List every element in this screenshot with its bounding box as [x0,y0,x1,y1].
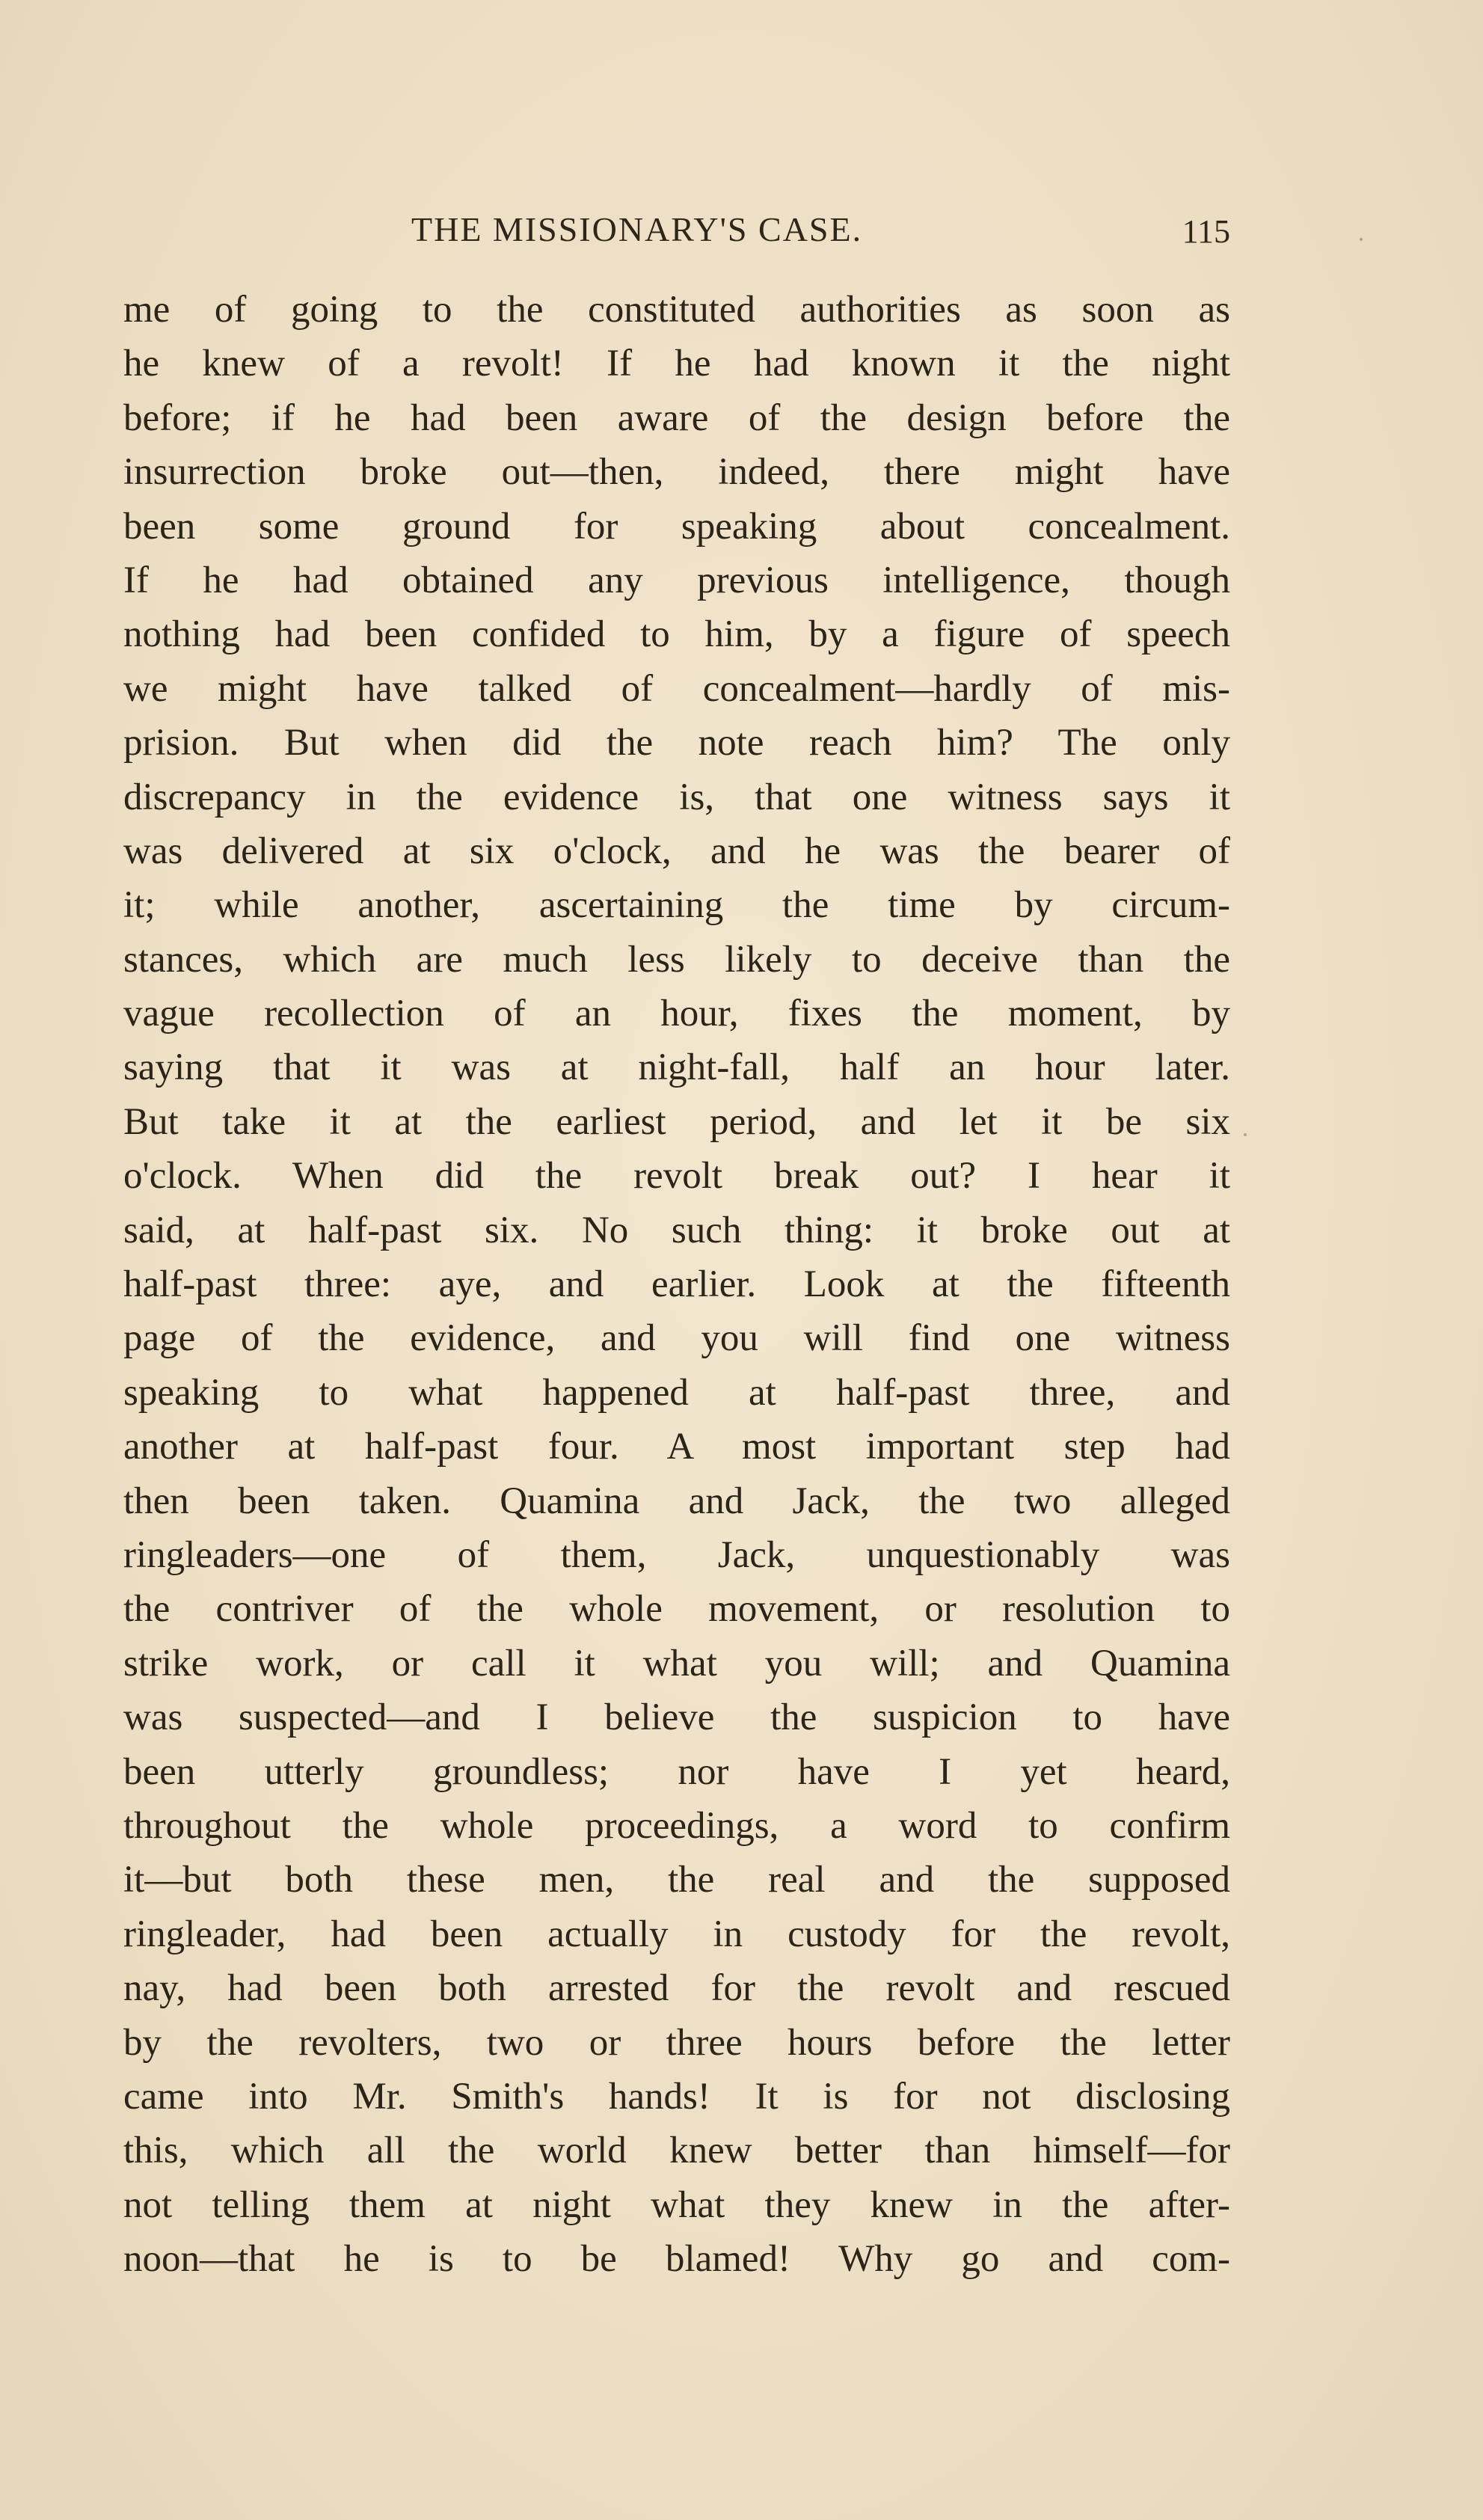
text-line: said, at half-past six. No such thing: it broke out at [123,1209,1230,1251]
text-line: he knew of a revolt! If he had known it the night [123,343,1230,385]
text-line: then been taken. Quamina and Jack, the two alleged [123,1480,1230,1522]
text-line: we might have talked of concealment—hardly of mis- [123,667,1230,710]
page-header [123,209,1230,262]
text-line: strike work, or call it what you will; and Quamina [123,1642,1230,1684]
text-line: prision. But when did the note reach him? The only [123,722,1230,764]
text-line: the contriver of the whole movement, or resolution to [123,1588,1230,1631]
text-line: page of the evidence, and you will find one witness [123,1317,1230,1360]
text-line: discrepancy in the evidence is, that one witness says it [123,776,1230,818]
text-line: it; while another, ascertaining the time by circum- [123,884,1230,927]
text-line: vague recollection of an hour, fixes the moment, by [123,993,1230,1035]
text-line: came into Mr. Smith's hands! It is for not disclosing [123,2075,1230,2118]
text-line: was suspected—and I believe the suspicion to have [123,1696,1230,1739]
text-line: been utterly groundless; nor have I yet heard, [123,1750,1230,1793]
text-line: before; if he had been aware of the design before the [123,396,1230,439]
paper-speck [1360,238,1363,241]
running-title: THE MISSIONARY'S CASE. [411,210,863,248]
text-line: another at half-past four. A most important step had [123,1426,1230,1468]
text-line: by the revolters, two or three hours before the letter [123,2021,1230,2064]
text-line: o'clock. When did the revolt break out? I hear it [123,1155,1230,1198]
text-line: not telling them at night what they knew in the after- [123,2183,1230,2226]
text-line: nay, had been both arrested for the revolt and rescued [123,1967,1230,2010]
text-line: speaking to what happened at half-past three, and [123,1371,1230,1414]
paper-speck [1244,1133,1247,1136]
text-line: this, which all the world knew better than himself—for [123,2130,1230,2172]
text-line: insurrection broke out—then, indeed, there might have [123,451,1230,494]
text-line: ringleaders—one of them, Jack, unquestionably was [123,1533,1230,1576]
text-line: noon—that he is to be blamed! Why go and com- [123,2238,1230,2281]
text-line: But take it at the earliest period, and let it be six [123,1100,1230,1143]
text-line: it—but both these men, the real and the supposed [123,1859,1230,1901]
text-line: nothing had been confided to him, by a figure of speech [123,613,1230,656]
text-line: was delivered at six o'clock, and he was the bearer of [123,830,1230,872]
body-text [123,283,1230,2286]
text-line: half-past three: aye, and earlier. Look at the fifteenth [123,1263,1230,1306]
text-line: me of going to the constituted authorities as soon as [123,289,1230,331]
text-line: stances, which are much less likely to deceive than the [123,938,1230,981]
text-line: throughout the whole proceedings, a word to confirm [123,1804,1230,1847]
page-number: 115 [1182,213,1230,250]
text-line: ringleader, had been actually in custody for the revolt, [123,1913,1230,1955]
text-line: If he had obtained any previous intelligence, though [123,559,1230,601]
text-line: saying that it was at night-fall, half an hour later. [123,1046,1230,1089]
text-line: been some ground for speaking about concealment. [123,505,1230,548]
